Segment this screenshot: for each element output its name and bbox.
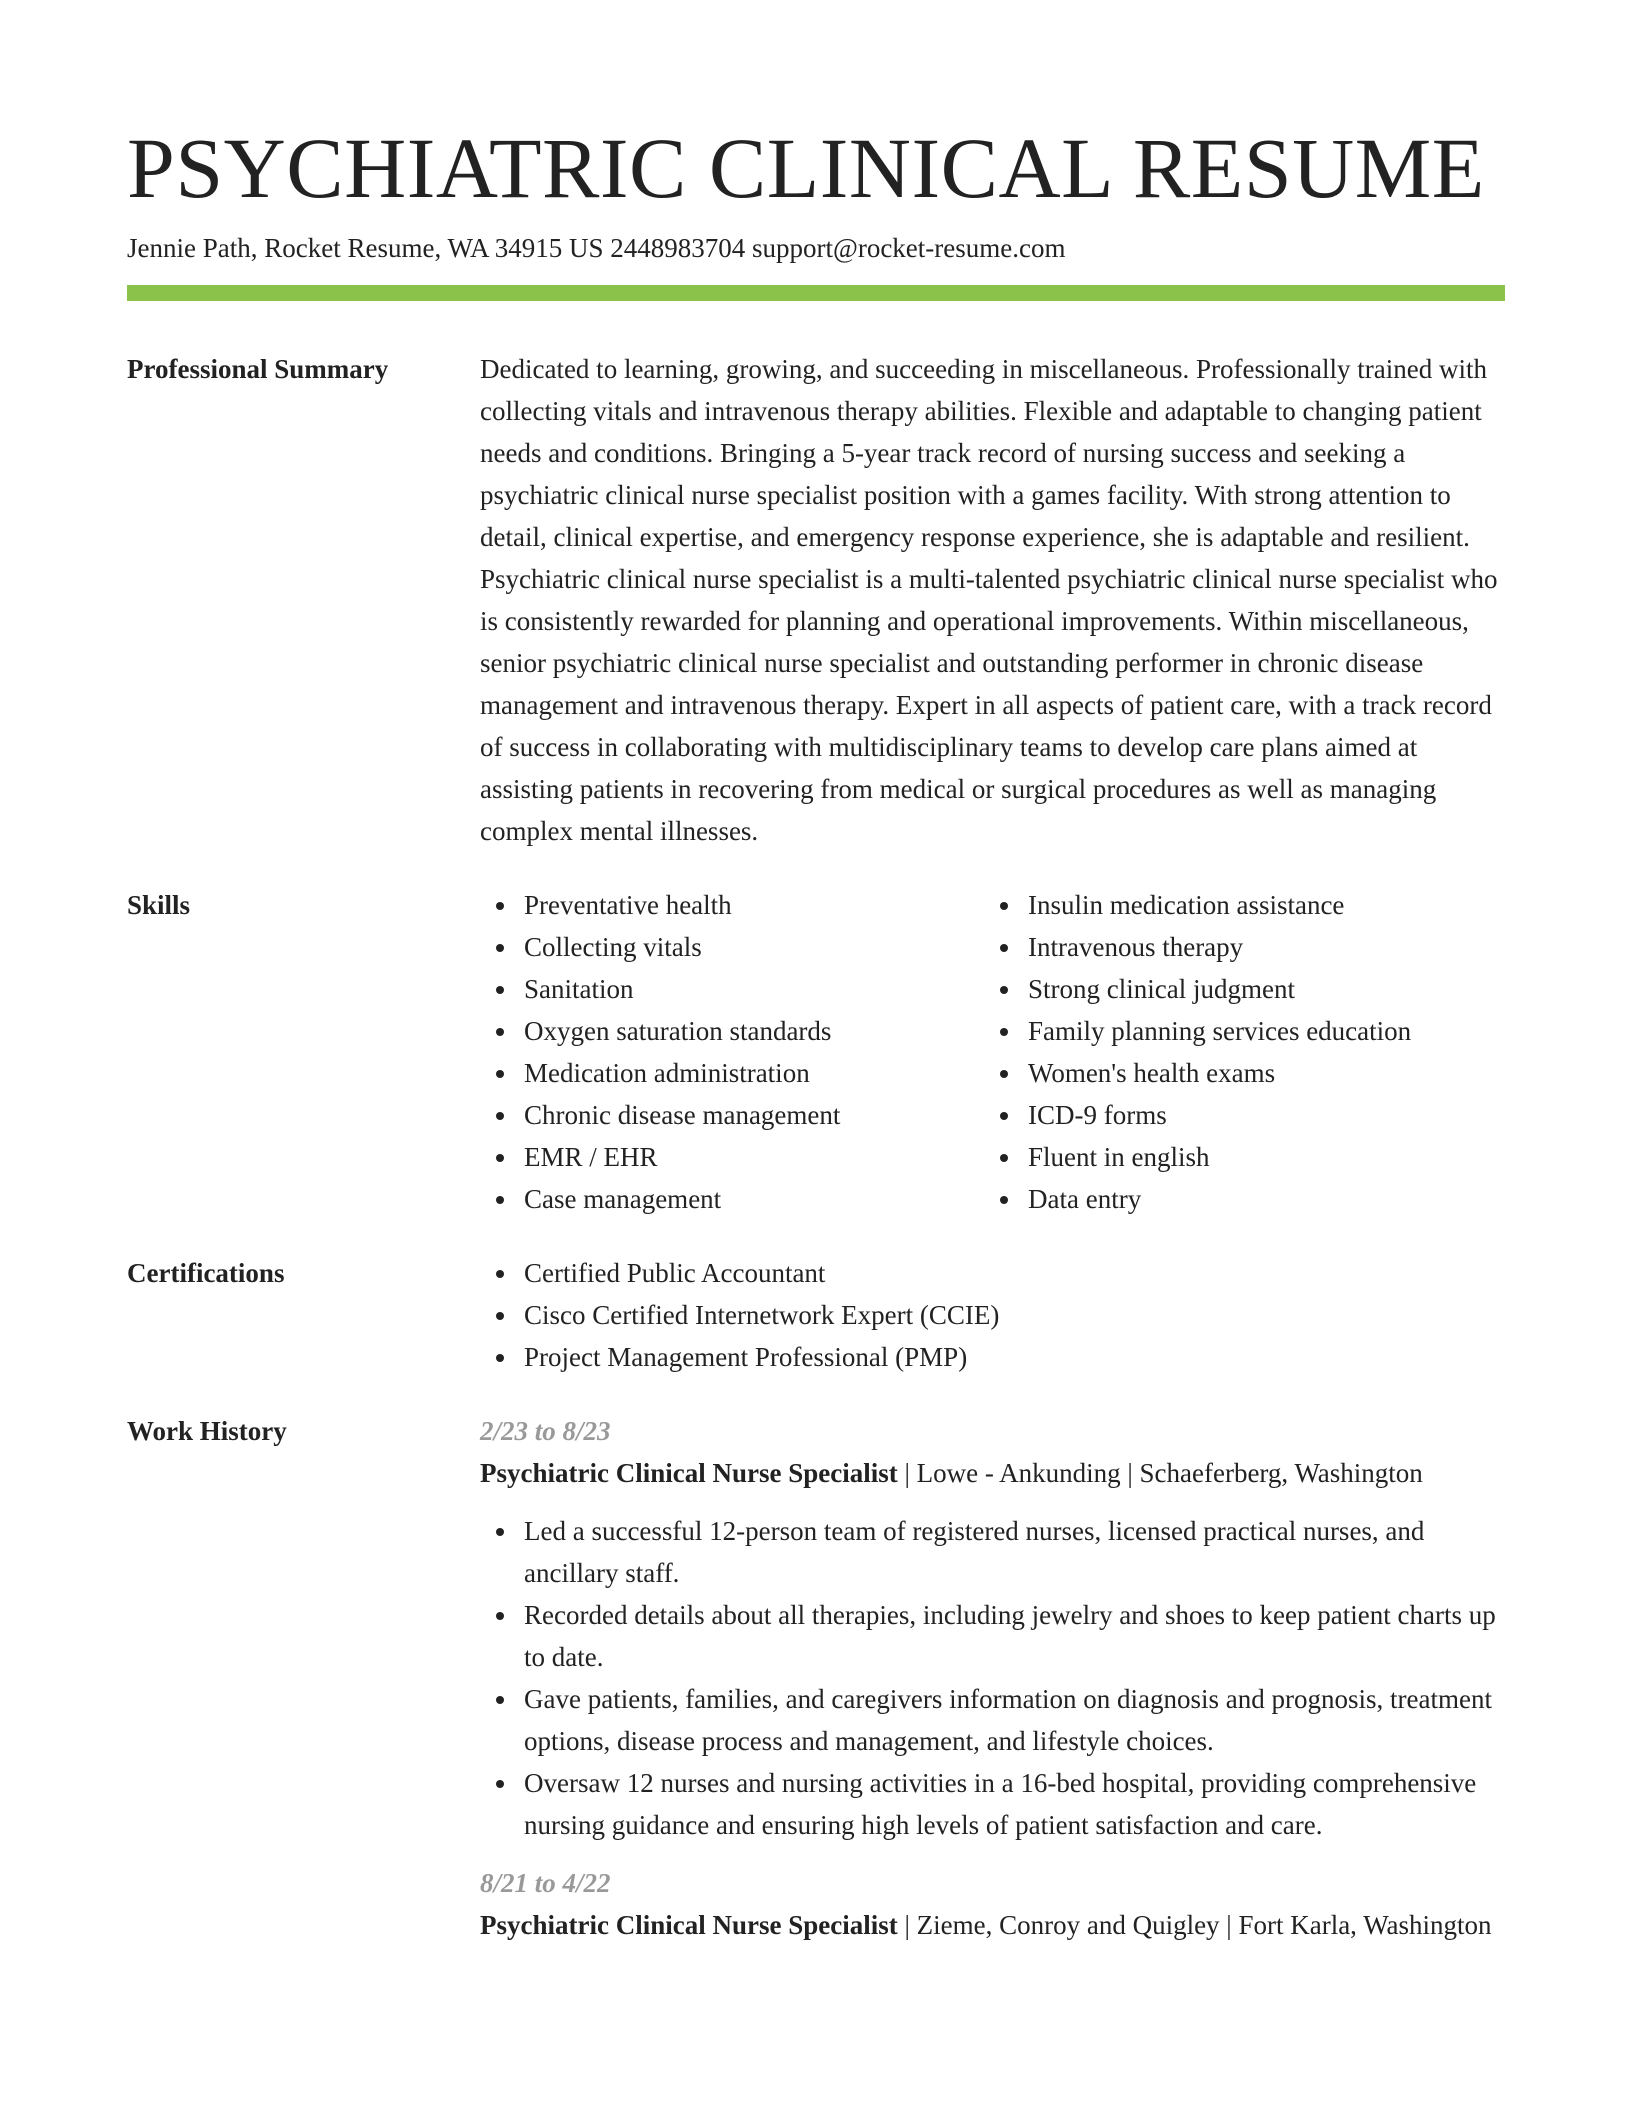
job-role: Psychiatric Clinical Nurse Specialist [480, 1910, 898, 1940]
skill-item: Family planning services education [984, 1010, 1488, 1052]
job-title-line [480, 1904, 1505, 1946]
skill-item: Sanitation [480, 968, 984, 1010]
resume-page [127, 118, 1505, 1946]
job-details: | Zieme, Conroy and Quigley | Fort Karla, Washington [897, 1910, 1492, 1940]
header-divider [127, 285, 1505, 301]
skill-item: Chronic disease management [480, 1094, 984, 1136]
professional-summary-section [127, 348, 1505, 852]
skill-item: Insulin medication assistance [984, 884, 1488, 926]
skill-item: Case management [480, 1178, 984, 1220]
summary-text: Dedicated to learning, growing, and succeeding in miscellaneous. Professionally trained with collecting vitals and intravenous therapy abilities. Flexible and adaptable to changing patient needs and conditions. Bringing a 5-year track record of nursing success and seeking a psychiatric clinical nurse specialist position with a games facility. With strong attention to detail, clinical expertise, and emergency response experience, she is adaptable and resilient. Psychiatric clinical nurse specialist is a multi-talented psychiatric clinical nurse specialist who is consistently rewarded for planning and operational improvements. Within miscellaneous, senior psychiatric clinical nurse specialist and outstanding performer in chronic disease management and intravenous therapy. Expert in all aspects of patient care, with a track record of success in collaborating with multidisciplinary teams to develop care plans aimed at assisting patients in recovering from medical or surgical procedures as well as managing complex mental illnesses. [480, 354, 1498, 846]
job-dates: 2/23 to 8/23 [480, 1416, 611, 1446]
skills-column-right [984, 884, 1488, 1220]
skill-item: Strong clinical judgment [984, 968, 1488, 1010]
certifications-list [480, 1252, 1505, 1378]
certification-item: Certified Public Accountant [480, 1252, 1505, 1294]
skill-item: Preventative health [480, 884, 984, 926]
skills-grid [480, 884, 1505, 1220]
job-bullet: Led a successful 12-person team of registered nurses, licensed practical nurses, and ancillary staff. [480, 1510, 1505, 1594]
job-bullet-list [480, 1510, 1505, 1846]
skills-column-left [480, 884, 984, 1220]
certification-item: Cisco Certified Internetwork Expert (CCIE) [480, 1294, 1505, 1336]
job-bullet: Oversaw 12 nurses and nursing activities in a 16-bed hospital, providing comprehensive nursing guidance and ensuring high levels of patient satisfaction and care. [480, 1762, 1505, 1846]
skill-item: Intravenous therapy [984, 926, 1488, 968]
skill-item: Collecting vitals [480, 926, 984, 968]
section-label-skills: Skills [127, 890, 191, 920]
skill-item: Women's health exams [984, 1052, 1488, 1094]
section-label-certifications: Certifications [127, 1258, 285, 1288]
skill-item: Fluent in english [984, 1136, 1488, 1178]
skills-section [127, 884, 1505, 1220]
skill-item: EMR / EHR [480, 1136, 984, 1178]
job-role: Psychiatric Clinical Nurse Specialist [480, 1458, 898, 1488]
certification-item: Project Management Professional (PMP) [480, 1336, 1505, 1378]
contact-line: Jennie Path, Rocket Resume, WA 34915 US 2448983704 support@rocket-resume.com [127, 233, 1066, 263]
job-title-line [480, 1452, 1505, 1494]
section-label-professional-summary: Professional Summary [127, 354, 389, 384]
skill-item: Data entry [984, 1178, 1488, 1220]
certifications-body [480, 1252, 1505, 1378]
job-entry [480, 1410, 1505, 1846]
job-details: | Lowe - Ankunding | Schaeferberg, Washington [897, 1458, 1423, 1488]
job-bullet: Gave patients, families, and caregivers information on diagnosis and prognosis, treatment options, disease process and management, and lifestyle choices. [480, 1678, 1505, 1762]
skill-item: Oxygen saturation standards [480, 1010, 984, 1052]
certifications-section [127, 1252, 1505, 1378]
resume-title: PSYCHIATRIC CLINICAL RESUME [127, 120, 1485, 216]
work-history-body [480, 1410, 1505, 1946]
job-dates: 8/21 to 4/22 [480, 1868, 611, 1898]
work-history-section [127, 1410, 1505, 1946]
job-bullet: Recorded details about all therapies, including jewelry and shoes to keep patient charts up to date. [480, 1594, 1505, 1678]
section-label-work-history: Work History [127, 1416, 287, 1446]
job-entry [480, 1862, 1505, 1946]
skill-item: Medication administration [480, 1052, 984, 1094]
skill-item: ICD-9 forms [984, 1094, 1488, 1136]
